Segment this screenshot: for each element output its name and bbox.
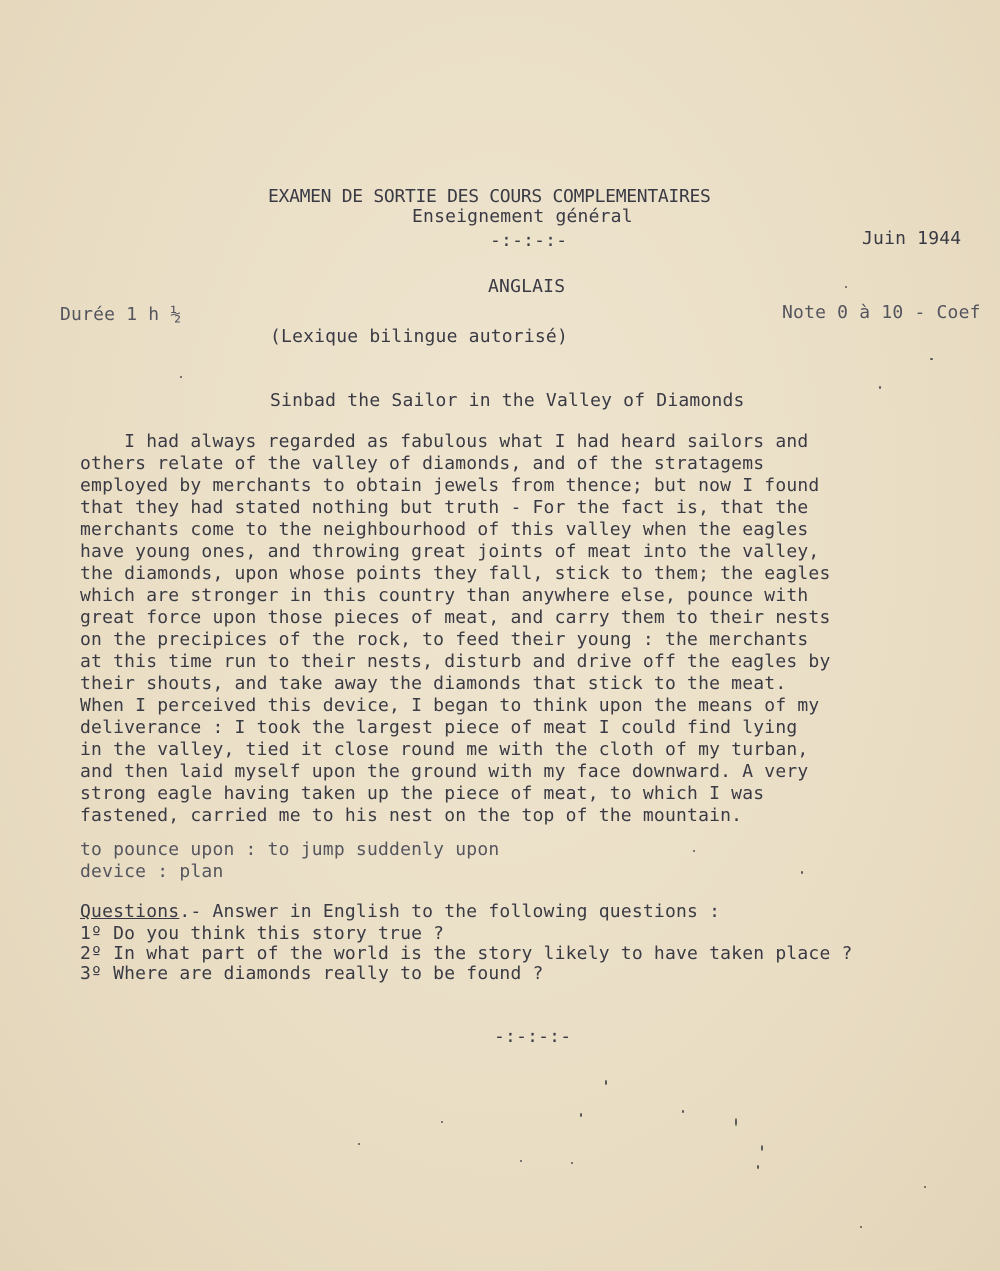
header-divider: -:-:-:- <box>490 230 568 251</box>
questions-heading: Questions <box>80 901 180 922</box>
questions-instruction: .- Answer in English to the following questions : <box>179 901 721 922</box>
exam-title: EXAMEN DE SORTIE DES COURS COMPLEMENTAIRES <box>268 186 711 207</box>
dictionary-note: (Lexique bilingue autorisé) <box>270 326 568 347</box>
glossary-entry: to pounce upon : to jump suddenly upon <box>80 839 500 860</box>
passage-line: their shouts, and take away the diamonds that stick to the meat. <box>80 673 787 694</box>
paper-speck <box>924 1186 926 1188</box>
paper-speck <box>605 1080 607 1085</box>
paper-speck <box>571 1162 573 1164</box>
passage-line: great force upon those pieces of meat, and carry them to their nests <box>80 607 831 628</box>
paper-speck <box>358 1143 360 1145</box>
paper-speck <box>180 376 182 378</box>
footer-divider: -:-:-:- <box>494 1026 572 1047</box>
paper-speck <box>761 1145 763 1151</box>
paper-speck <box>682 1110 684 1113</box>
passage-line: and then laid myself upon the ground with my face downward. A very <box>80 761 809 782</box>
paper-speck <box>757 1165 759 1169</box>
question-item: 2º In what part of the world is the story likely to have taken place ? <box>80 943 853 964</box>
passage-line: When I perceived this device, I began to think upon the means of my <box>80 695 820 716</box>
paper-speck <box>441 1121 443 1123</box>
passage-line: fastened, carried me to his nest on the top of the mountain. <box>80 805 743 826</box>
paper-speck <box>879 386 881 389</box>
passage-line: employed by merchants to obtain jewels from thence; but now I found <box>80 475 820 496</box>
paper-speck <box>735 1118 737 1126</box>
passage-line: have young ones, and throwing great joints of meat into the valley, <box>80 541 820 562</box>
paper-speck <box>930 358 933 360</box>
passage-line: deliverance : I took the largest piece of meat I could find lying <box>80 717 798 738</box>
exam-subtitle: Enseignement général <box>412 206 633 227</box>
exam-date: Juin 1944 <box>862 228 962 249</box>
grading-scale: Note 0 à 10 - Coef <box>782 302 981 323</box>
question-item: 3º Where are diamonds really to be found ? <box>80 963 544 984</box>
paper-speck <box>860 1226 862 1228</box>
passage-title: Sinbad the Sailor in the Valley of Diamonds <box>270 390 745 411</box>
passage-line: I had always regarded as fabulous what I had heard sailors and <box>80 431 809 452</box>
passage-line: which are stronger in this country than anywhere else, pounce with <box>80 585 809 606</box>
paper-speck <box>580 1113 582 1117</box>
questions-header <box>80 901 720 923</box>
paper-speck <box>693 850 695 852</box>
passage-line: that they had stated nothing but truth - For the fact is, that the <box>80 497 809 518</box>
passage-line: in the valley, tied it close round me with the cloth of my turban, <box>80 739 809 760</box>
passage-line: strong eagle having taken up the piece of meat, to which I was <box>80 783 765 804</box>
paper-speck <box>801 871 803 874</box>
passage-line: at this time run to their nests, disturb and drive off the eagles by <box>80 651 831 672</box>
passage-line: merchants come to the neighbourhood of this valley when the eagles <box>80 519 809 540</box>
question-item: 1º Do you think this story true ? <box>80 923 445 944</box>
paper-speck <box>520 1160 522 1162</box>
paper-speck <box>845 286 847 288</box>
subject-title: ANGLAIS <box>488 276 566 297</box>
glossary-entry: device : plan <box>80 861 224 882</box>
passage-line: the diamonds, upon whose points they fall, stick to them; the eagles <box>80 563 831 584</box>
passage-line: on the precipices of the rock, to feed their young : the merchants <box>80 629 809 650</box>
exam-duration: Durée 1 h ½ <box>60 304 182 325</box>
passage-line: others relate of the valley of diamonds, and of the stratagems <box>80 453 765 474</box>
